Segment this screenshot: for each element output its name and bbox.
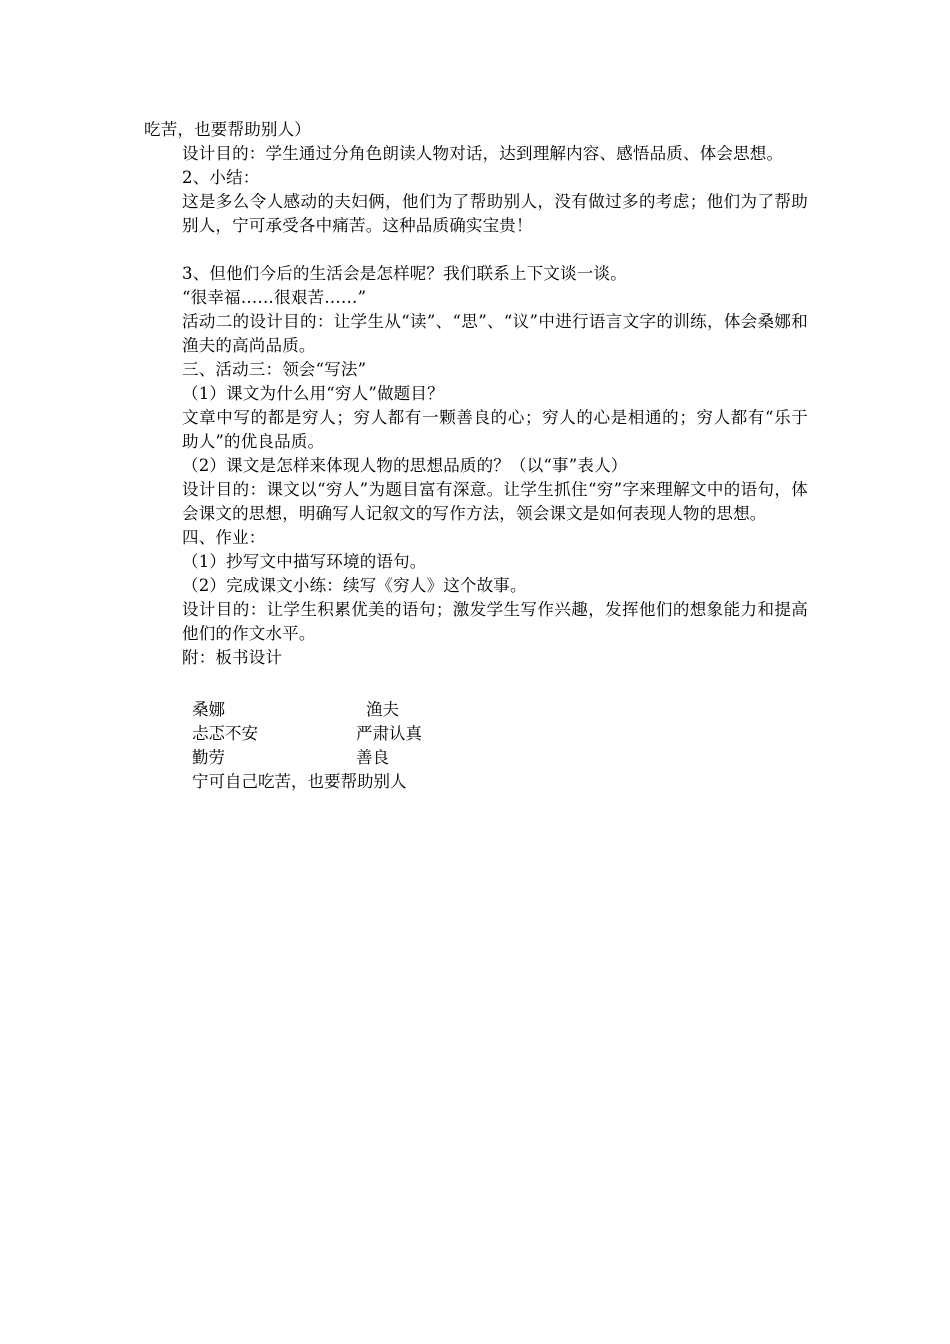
paragraph-question-3: 3、但他们今后的生活会是怎样呢？我们联系上下文谈一谈。	[182, 264, 627, 283]
heading-summary: 2、小结：	[182, 168, 260, 187]
paragraph-design-purpose-1: 设计目的：学生通过分角色朗读人物对话，达到理解内容、感悟品质、体会思想。	[182, 144, 784, 163]
board-row	[144, 746, 808, 770]
board-left-cell: 桑娜	[192, 700, 225, 719]
heading-homework: 四、作业：	[182, 528, 266, 547]
board-design	[144, 698, 808, 794]
paragraph-continuation: 吃苦，也要帮助别人）	[144, 120, 311, 139]
board-left-cell: 忐忑不安	[192, 724, 258, 743]
paragraph-summary: 这是多么令人感动的夫妇俩，他们为了帮助别人，没有做过多的考虑；他们为了帮助别人，宁可承受各中痛苦。这种品质确实宝贵！	[182, 192, 808, 235]
document-page	[144, 118, 808, 794]
board-right-cell: 严肃认真	[356, 724, 422, 743]
paragraph-design-purpose-3: 设计目的：课文以“穷人”为题目富有深意。让学生抓住“穷”字来理解文中的语句，体会课文的思想，明确写人记叙文的写作方法，领会课文是如何表现人物的思想。	[182, 480, 808, 523]
board-row	[144, 698, 808, 722]
heading-board-design: 附：板书设计	[182, 648, 283, 667]
homework-item-1: （1）抄写文中描写环境的语句。	[182, 552, 427, 571]
paragraph-quote: “很幸福……很艰苦……”	[182, 288, 367, 307]
board-summary: 宁可自己吃苦，也要帮助别人	[192, 772, 407, 791]
blank-line	[144, 670, 808, 696]
board-left-cell: 勤劳	[192, 748, 225, 767]
board-right-cell: 善良	[356, 748, 389, 767]
paragraph-design-purpose-4: 设计目的：让学生积累优美的语句；激发学生写作兴趣，发挥他们的想象能力和提高他们的作文水平。	[182, 600, 808, 643]
paragraph-design-purpose-2: 活动二的设计目的：让学生从“读”、“思”、“议”中进行语言文字的训练，体会桑娜和渔夫的高尚品质。	[182, 312, 808, 355]
homework-item-2: （2）完成课文小练：续写《穷人》这个故事。	[182, 576, 527, 595]
heading-activity-3: 三、活动三：领会“写法”	[182, 360, 367, 379]
paragraph-question-method: （2）课文是怎样来体现人物的思想品质的？（以“事”表人）	[182, 456, 628, 475]
blank-line	[144, 238, 808, 262]
board-row	[144, 722, 808, 746]
paragraph-answer-title: 文章中写的都是穷人；穷人都有一颗善良的心；穷人的心是相通的；穷人都有“乐于助人”的优良品质。	[182, 408, 808, 451]
board-right-cell: 渔夫	[366, 700, 399, 719]
board-summary-row	[144, 770, 808, 794]
paragraph-question-title: （1）课文为什么用“穷人”做题目？	[182, 384, 444, 403]
